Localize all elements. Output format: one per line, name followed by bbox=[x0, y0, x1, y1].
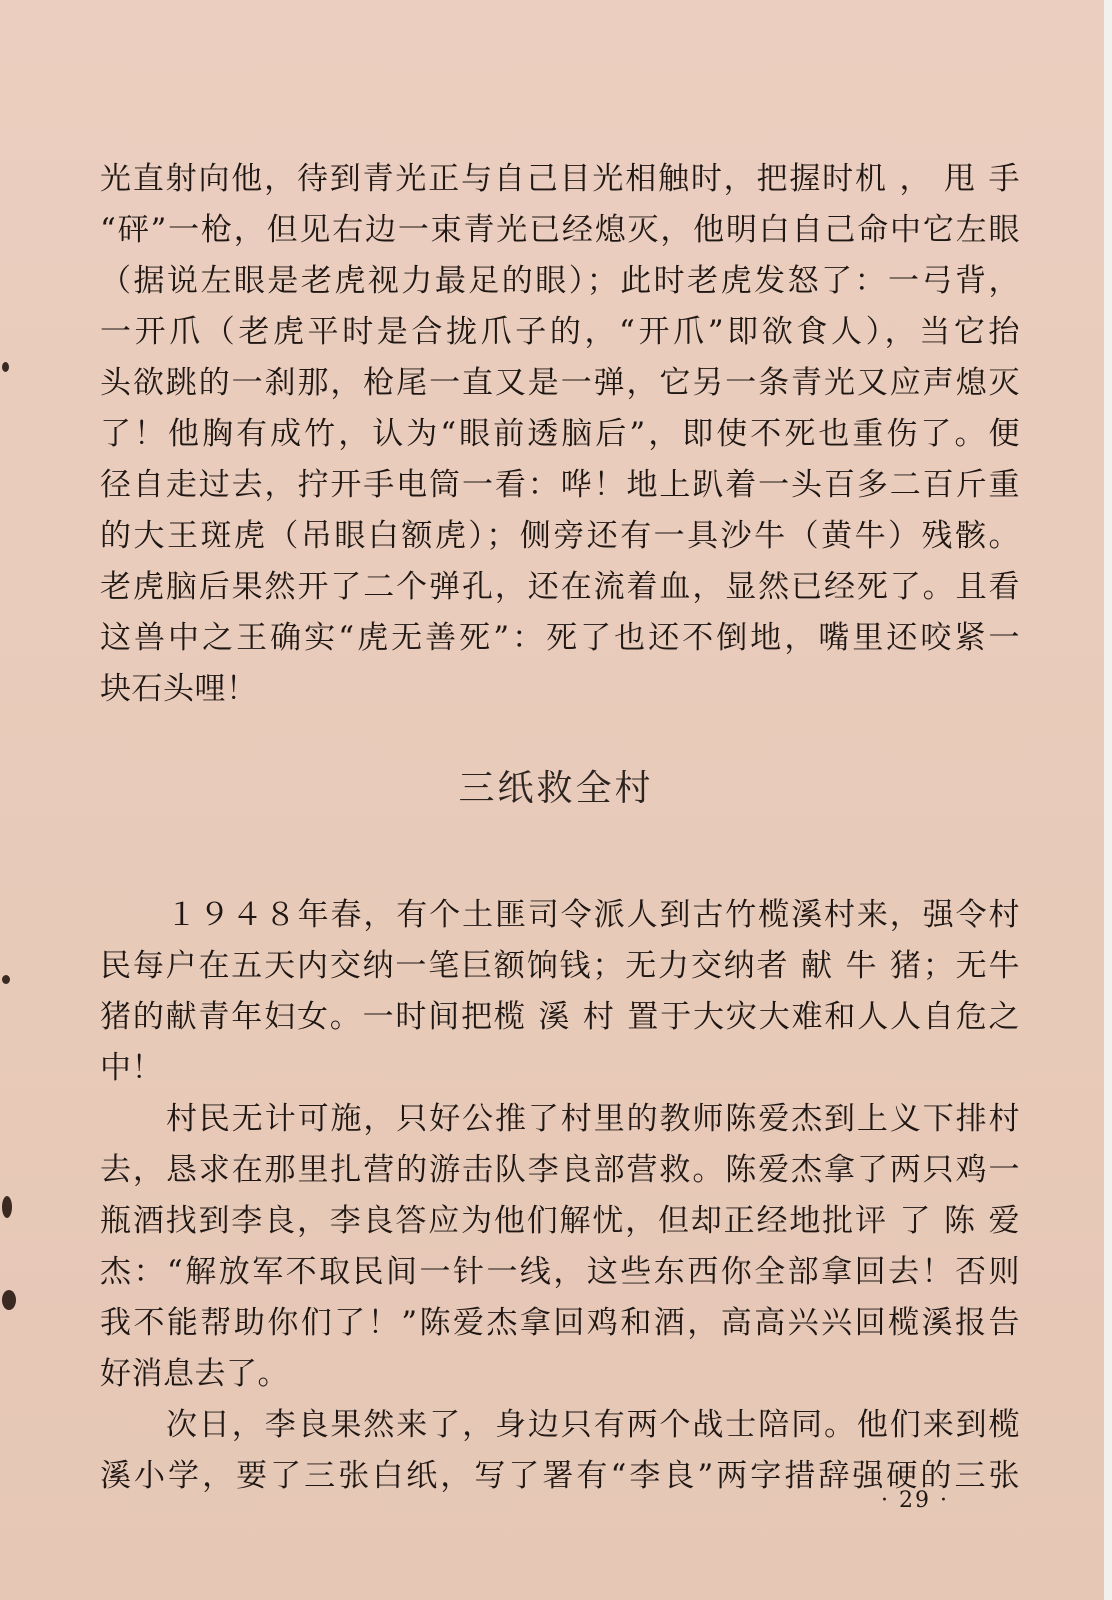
text-line: （据说左眼是老虎视力最足的眼）；此时老虎发怒了：一弓背， bbox=[100, 263, 1020, 299]
binding-hole-mark bbox=[2, 975, 10, 984]
text-line: 村民无计可施，只好公推了村里的教师陈爱杰到上义下排村 bbox=[166, 1101, 1020, 1137]
text-line: 的大王斑虎（吊眼白额虎）；侧旁还有一具沙牛（黄牛）残骸。 bbox=[100, 518, 1020, 554]
text-line: 杰：“解放军不取民间一针一线，这些东西你全部拿回去！否则 bbox=[100, 1254, 1020, 1290]
text-line: 老虎脑后果然开了二个弹孔，还在流着血，显然已经死了。且看 bbox=[100, 569, 1020, 605]
text-line: 猪的献青年妇女。一时间把榄 溪 村 置于大灾大难和人人自危之 bbox=[100, 999, 1020, 1035]
page-number: · 29 · bbox=[881, 1488, 949, 1513]
story-continuation bbox=[100, 154, 1020, 715]
text-line: 中！ bbox=[100, 1050, 163, 1086]
text-line: 光直射向他，待到青光正与自己目光相触时，把握时机 ， 甩 手 bbox=[100, 161, 1020, 197]
binding-hole-mark bbox=[2, 1290, 16, 1310]
text-line: １９４８年春，有个土匪司令派人到古竹榄溪村来，强令村 bbox=[166, 897, 1020, 933]
binding-hole-mark bbox=[2, 362, 9, 372]
text-line: 去，恳求在那里扎营的游击队李良部营救。陈爱杰拿了两只鸡一 bbox=[100, 1152, 1020, 1188]
text-line: 瓶酒找到李良，李良答应为他们解忧，但却正经地批评 了 陈 爱 bbox=[100, 1203, 1020, 1239]
text-line: 溪小学，要了三张白纸，写了署有“李良”两字措辞强硬的三张 bbox=[100, 1458, 1020, 1494]
section-title: 三纸救全村 bbox=[458, 768, 654, 809]
text-line: 这兽中之王确实“虎无善死”：死了也还不倒地，嘴里还咬紧一 bbox=[100, 620, 1020, 656]
text-line: 我不能帮助你们了！”陈爱杰拿回鸡和酒，高高兴兴回榄溪报告 bbox=[100, 1305, 1020, 1341]
text-line: 好消息去了。 bbox=[100, 1356, 289, 1392]
text-line: “砰”一枪，但见右边一束青光已经熄灭，他明白自己命中它左眼 bbox=[100, 212, 1020, 248]
text-line: 头欲跳的一刹那，枪尾一直又是一弹，它另一条青光又应声熄灭 bbox=[100, 365, 1020, 401]
text-line: 了！他胸有成竹，认为“眼前透脑后”，即使不死也重伤了。便 bbox=[100, 416, 1020, 452]
text-line: 一开爪（老虎平时是合拢爪子的，“开爪”即欲食人），当它抬 bbox=[100, 314, 1020, 350]
binding-hole-mark bbox=[2, 1196, 12, 1218]
text-line: 径自走过去，拧开手电筒一看：哗！地上趴着一头百多二百斤重 bbox=[100, 467, 1020, 503]
text-line: 民每户在五天内交纳一笔巨额饷钱；无力交纳者 献 牛 猪；无牛 bbox=[100, 948, 1020, 984]
text-line: 块石头哩！ bbox=[100, 671, 258, 707]
text-line: 次日，李良果然来了，身边只有两个战士陪同。他们来到榄 bbox=[166, 1407, 1020, 1443]
section-body bbox=[100, 890, 1020, 1502]
